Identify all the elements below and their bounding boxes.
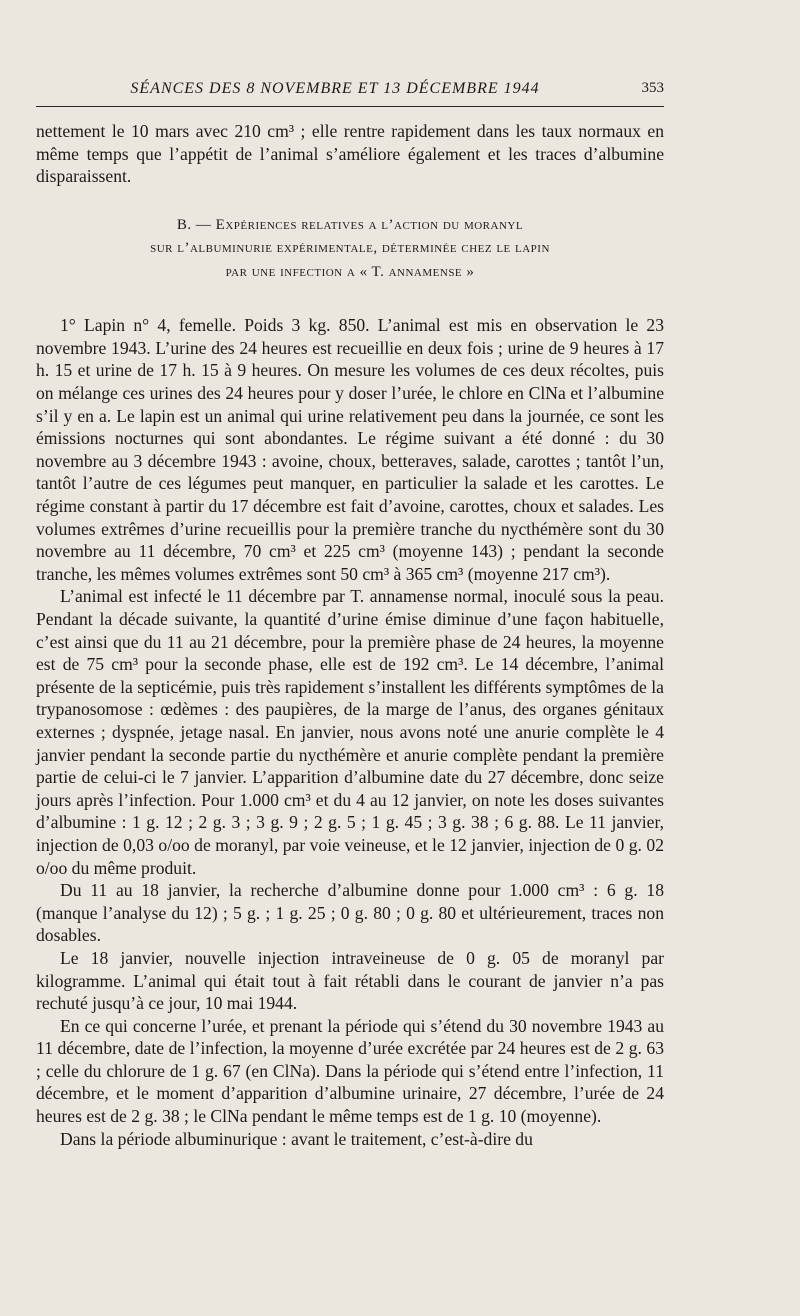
paragraph-4: Le 18 janvier, nouvelle injection intraveineuse de 0 g. 05 de moranyl par kilogramme. L’animal qui était tout à fait rétabli dans le courant de janvier n’a pas rechuté jusqu’à ce jour, 10 mai 1944. xyxy=(36,947,664,1014)
section-heading xyxy=(36,214,664,285)
paragraph-3: Du 11 au 18 janvier, la recherche d’albumine donne pour 1.000 cm³ : 6 g. 18 (manque l’analyse du 12) ; 5 g. ; 1 g. 25 ; 0 g. 80 ; 0 g. 80 et ultérieurement, traces non dosables. xyxy=(36,880,664,946)
running-head xyxy=(36,78,664,107)
paragraph-1: 1° Lapin n° 4, femelle. Poids 3 kg. 850. L’animal est mis en observation le 23 novembre 1943. L’urine des 24 heures est recueillie en deux fois ; urine de 9 heures à 17 h. 15 et urine de 17 h. 15 à 9 heures. On mesure les volumes de ces deux récoltes, puis on mélange ces urines des 24 heures pour y doser l’urée, le chlore en ClNa et l’albumine s’il y en a. Le lapin est un animal qui urine relativement peu dans la journée, ce sont les émissions nocturnes qui sont abondantes. Le régime suivant a été donné : du 30 novembre au 3 décembre 1943 : avoine, choux, betteraves, salade, carottes ; tantôt l’un, tantôt l’autre de ces légumes peut manquer, en particulier la salade et les carottes. Le régime constant à partir du 17 décembre est fait d’avoine, carottes, choux et salades. Les volumes extrêmes d’urine recueillis pour la première tranche du nycthémère sont du 30 novembre au 11 décembre, 70 cm³ et 225 cm³ (moyenne 143) ; pendant la seconde tranche, les mêmes volumes extrêmes sont 50 cm³ à 365 cm³ (moyenne 217 cm³). xyxy=(36,315,664,584)
intro-paragraph: nettement le 10 mars avec 210 cm³ ; elle rentre rapidement dans les taux normaux en même temps que l’appétit de l’animal s’améliore également et les traces d’albumine disparaissent. xyxy=(36,121,664,187)
page-number: 353 xyxy=(641,80,664,96)
section-heading-line-1: B. — Expériences relatives a l’action du moranyl xyxy=(176,216,524,233)
body-text xyxy=(36,120,664,1150)
paragraph-2: L’animal est infecté le 11 décembre par T. annamense normal, inoculé sous la peau. Pendant la décade suivante, la quantité d’urine émise diminue d’une façon habituelle, c’est ainsi que du 11 au 21 décembre, pour la première phase de 24 heures, la moyenne est de 75 cm³ pour la seconde phase, elle est de 192 cm³. Le 14 décembre, l’animal présente de la septicémie, puis très rapidement s’installent les différents symptômes de la trypanosomose : œdèmes : des paupières, de la marge de l’anus, des organes génitaux externes ; dyspnée, jetage nasal. En janvier, nous avons noté une anurie complète le 4 janvier pendant la seconde partie du nycthémère et anurie complète pendant la première partie de celui-ci le 7 janvier. L’apparition d’albumine date du 27 décembre, donc seize jours après l’infection. Pour 1.000 cm³ et du 4 au 12 janvier, on note les doses suivantes d’albumine : 1 g. 12 ; 2 g. 3 ; 3 g. 9 ; 2 g. 5 ; 1 g. 45 ; 3 g. 38 ; 6 g. 88. Le 11 janvier, injection de 0,03 o/oo de moranyl, par voie veineuse, et le 12 janvier, injection de 0 g. 02 o/oo du même produit. xyxy=(36,586,664,878)
section-heading-line-3: par une infection a « T. annamense » xyxy=(225,263,475,280)
running-head-title: SÉANCES DES 8 NOVEMBRE ET 13 DÉCEMBRE 1944 xyxy=(130,80,540,97)
paragraph-5: En ce qui concerne l’urée, et prenant la période qui s’étend du 30 novembre 1943 au 11 décembre, date de l’infection, la moyenne d’urée excrétée par 24 heures est de 2 g. 63 ; celle du chlorure de 1 g. 67 (en ClNa). Dans la période qui s’étend entre l’infection, 11 décembre, et le moment d’apparition d’albumine urinaire, 27 décembre, l’urée de 24 heures est de 2 g. 38 ; le ClNa pendant le même temps est de 1 g. 10 (moyenne). xyxy=(36,1015,664,1127)
paragraph-6: Dans la période albuminurique : avant le traitement, c’est-à-dire du xyxy=(60,1128,533,1149)
section-heading-line-2: sur l’albuminurie expérimentale, déterminée chez le lapin xyxy=(150,240,550,257)
